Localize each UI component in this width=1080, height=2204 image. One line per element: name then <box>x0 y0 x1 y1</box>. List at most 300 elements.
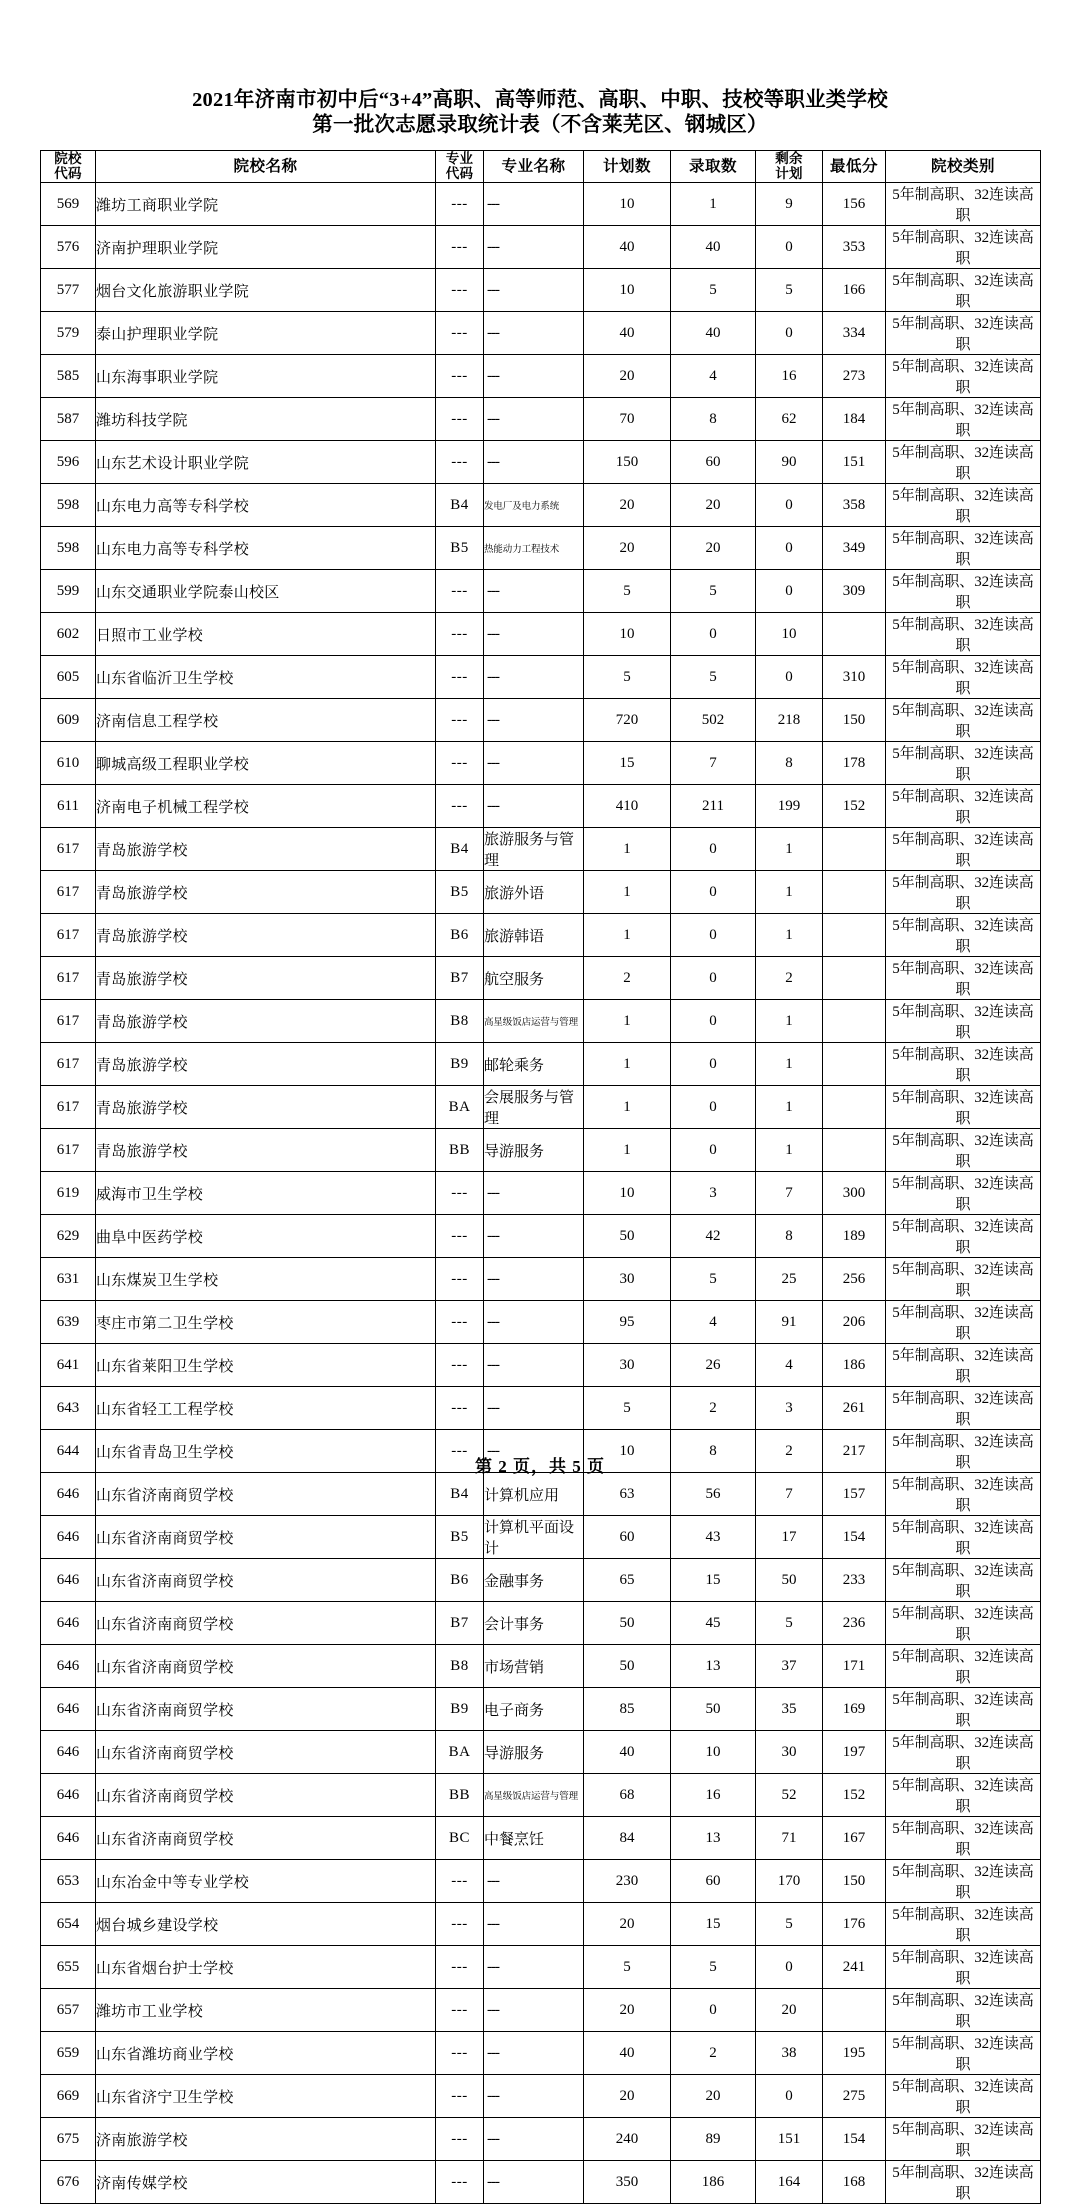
cell-plan-count: 20 <box>584 355 671 398</box>
cell-major-name: 发电厂及电力系统 <box>484 484 584 527</box>
cell-school-name: 山东省济南商贸学校 <box>96 1602 436 1645</box>
cell-major-name: 电子商务 <box>484 1688 584 1731</box>
cell-remaining-plan: 38 <box>756 2032 823 2075</box>
cell-school-code: 605 <box>41 656 96 699</box>
cell-admitted-count: 8 <box>671 1430 756 1473</box>
cell-school-name: 济南信息工程学校 <box>96 699 436 742</box>
cell-major-name: --- <box>484 1860 584 1903</box>
cell-min-score: 186 <box>823 1344 886 1387</box>
cell-major-name: --- <box>484 355 584 398</box>
cell-plan-count: 30 <box>584 1344 671 1387</box>
cell-school-type: 5年制高职、32连读高职 <box>886 1344 1041 1387</box>
cell-admitted-count: 43 <box>671 1516 756 1559</box>
cell-school-type: 5年制高职、32连读高职 <box>886 2161 1041 2204</box>
cell-admitted-count: 13 <box>671 1645 756 1688</box>
cell-major-name: --- <box>484 1903 584 1946</box>
cell-school-type: 5年制高职、32连读高职 <box>886 742 1041 785</box>
cell-remaining-plan: 0 <box>756 656 823 699</box>
cell-school-code: 646 <box>41 1774 96 1817</box>
cell-remaining-plan: 9 <box>756 183 823 226</box>
cell-min-score: 154 <box>823 2118 886 2161</box>
cell-admitted-count: 40 <box>671 226 756 269</box>
cell-remaining-plan: 8 <box>756 742 823 785</box>
page-title-line-2: 第一批次志愿录取统计表（不含莱芜区、钢城区） <box>312 114 768 136</box>
cell-school-type: 5年制高职、32连读高职 <box>886 1774 1041 1817</box>
cell-min-score: 150 <box>823 699 886 742</box>
cell-school-code: 675 <box>41 2118 96 2161</box>
table-row <box>41 226 1041 269</box>
cell-admitted-count: 8 <box>671 398 756 441</box>
cell-min-score: 256 <box>823 1258 886 1301</box>
cell-min-score: 349 <box>823 527 886 570</box>
page-footer: 第 2 页，共 5 页 <box>475 1457 605 1476</box>
table-row <box>41 484 1041 527</box>
cell-plan-count: 5 <box>584 656 671 699</box>
cell-school-type: 5年制高职、32连读高职 <box>886 2032 1041 2075</box>
cell-min-score: 171 <box>823 1645 886 1688</box>
cell-school-code: 654 <box>41 1903 96 1946</box>
cell-min-score <box>823 613 886 656</box>
cell-remaining-plan: 4 <box>756 1344 823 1387</box>
cell-school-type: 5年制高职、32连读高职 <box>886 1989 1041 2032</box>
remaining-label-line2: 计划 <box>775 165 803 181</box>
cell-school-type: 5年制高职、32连读高职 <box>886 785 1041 828</box>
cell-plan-count: 5 <box>584 1387 671 1430</box>
cell-plan-count: 50 <box>584 1215 671 1258</box>
cell-admitted-count: 2 <box>671 2032 756 2075</box>
cell-major-name: 航空服务 <box>484 957 584 1000</box>
cell-school-type: 5年制高职、32连读高职 <box>886 1817 1041 1860</box>
table-row <box>41 1301 1041 1344</box>
column-header-admitted-count: 录取数 <box>671 151 756 183</box>
cell-major-name: --- <box>484 226 584 269</box>
cell-school-code: 596 <box>41 441 96 484</box>
cell-school-type: 5年制高职、32连读高职 <box>886 1946 1041 1989</box>
cell-major-code: --- <box>436 1946 484 1989</box>
cell-min-score: 176 <box>823 1903 886 1946</box>
cell-school-name: 烟台文化旅游职业学院 <box>96 269 436 312</box>
cell-remaining-plan: 0 <box>756 484 823 527</box>
table-row <box>41 2075 1041 2118</box>
cell-plan-count: 20 <box>584 527 671 570</box>
cell-school-code: 617 <box>41 828 96 871</box>
table-row <box>41 1731 1041 1774</box>
cell-major-name: --- <box>484 785 584 828</box>
cell-school-type: 5年制高职、32连读高职 <box>886 441 1041 484</box>
cell-major-code: B9 <box>436 1688 484 1731</box>
cell-min-score <box>823 1129 886 1172</box>
cell-school-code: 646 <box>41 1645 96 1688</box>
cell-major-code: BA <box>436 1731 484 1774</box>
cell-min-score: 334 <box>823 312 886 355</box>
cell-major-code: B4 <box>436 484 484 527</box>
column-header-plan-count: 计划数 <box>584 151 671 183</box>
cell-school-code: 641 <box>41 1344 96 1387</box>
cell-plan-count: 350 <box>584 2161 671 2204</box>
cell-major-code: --- <box>436 656 484 699</box>
table-row <box>41 613 1041 656</box>
cell-school-code: 598 <box>41 527 96 570</box>
cell-remaining-plan: 62 <box>756 398 823 441</box>
cell-school-name: 潍坊工商职业学院 <box>96 183 436 226</box>
cell-admitted-count: 0 <box>671 914 756 957</box>
cell-school-code: 576 <box>41 226 96 269</box>
cell-major-name: --- <box>484 1430 584 1473</box>
table-row <box>41 1817 1041 1860</box>
cell-major-name: --- <box>484 699 584 742</box>
table-row <box>41 441 1041 484</box>
cell-major-name: 金融事务 <box>484 1559 584 1602</box>
cell-major-code: --- <box>436 742 484 785</box>
cell-school-type: 5年制高职、32连读高职 <box>886 484 1041 527</box>
cell-school-type: 5年制高职、32连读高职 <box>886 398 1041 441</box>
cell-major-code: B9 <box>436 1043 484 1086</box>
column-header-major-name: 专业名称 <box>484 151 584 183</box>
cell-admitted-count: 5 <box>671 269 756 312</box>
cell-school-code: 598 <box>41 484 96 527</box>
table-row <box>41 957 1041 1000</box>
cell-admitted-count: 0 <box>671 613 756 656</box>
cell-school-type: 5年制高职、32连读高职 <box>886 312 1041 355</box>
cell-major-name: --- <box>484 2118 584 2161</box>
cell-major-name: 市场营销 <box>484 1645 584 1688</box>
cell-school-code: 646 <box>41 1473 96 1516</box>
cell-school-type: 5年制高职、32连读高职 <box>886 1043 1041 1086</box>
table-row <box>41 1559 1041 1602</box>
cell-school-type: 5年制高职、32连读高职 <box>886 2118 1041 2161</box>
cell-major-name: --- <box>484 2161 584 2204</box>
cell-admitted-count: 211 <box>671 785 756 828</box>
cell-major-name: 计算机应用 <box>484 1473 584 1516</box>
cell-major-name: --- <box>484 1946 584 1989</box>
cell-school-type: 5年制高职、32连读高职 <box>886 1688 1041 1731</box>
cell-major-name: 计算机平面设计 <box>484 1516 584 1559</box>
cell-plan-count: 65 <box>584 1559 671 1602</box>
cell-major-name: 邮轮乘务 <box>484 1043 584 1086</box>
table-body <box>41 183 1041 2204</box>
cell-major-name: 中餐烹饪 <box>484 1817 584 1860</box>
cell-admitted-count: 60 <box>671 441 756 484</box>
cell-admitted-count: 0 <box>671 828 756 871</box>
cell-school-code: 579 <box>41 312 96 355</box>
cell-school-code: 617 <box>41 1086 96 1129</box>
cell-remaining-plan: 50 <box>756 1559 823 1602</box>
cell-plan-count: 20 <box>584 1903 671 1946</box>
cell-school-type: 5年制高职、32连读高职 <box>886 355 1041 398</box>
column-header-min-score: 最低分 <box>823 151 886 183</box>
cell-admitted-count: 26 <box>671 1344 756 1387</box>
cell-school-name: 潍坊科技学院 <box>96 398 436 441</box>
cell-admitted-count: 5 <box>671 1946 756 1989</box>
cell-school-code: 617 <box>41 1043 96 1086</box>
cell-plan-count: 240 <box>584 2118 671 2161</box>
cell-plan-count: 40 <box>584 312 671 355</box>
cell-school-code: 669 <box>41 2075 96 2118</box>
table-row <box>41 183 1041 226</box>
cell-major-code: --- <box>436 1903 484 1946</box>
cell-major-name: --- <box>484 1258 584 1301</box>
cell-school-code: 646 <box>41 1602 96 1645</box>
cell-school-type: 5年制高职、32连读高职 <box>886 871 1041 914</box>
cell-major-name: --- <box>484 2075 584 2118</box>
cell-major-code: --- <box>436 2161 484 2204</box>
table-row <box>41 1946 1041 1989</box>
cell-major-code: BB <box>436 1129 484 1172</box>
cell-major-code: B4 <box>436 828 484 871</box>
cell-school-code: 585 <box>41 355 96 398</box>
cell-school-name: 山东艺术设计职业学院 <box>96 441 436 484</box>
cell-plan-count: 10 <box>584 1172 671 1215</box>
cell-major-code: --- <box>436 183 484 226</box>
cell-school-code: 629 <box>41 1215 96 1258</box>
cell-school-code: 577 <box>41 269 96 312</box>
cell-major-name: --- <box>484 1215 584 1258</box>
cell-major-name: 旅游韩语 <box>484 914 584 957</box>
cell-remaining-plan: 0 <box>756 1946 823 1989</box>
cell-admitted-count: 16 <box>671 1774 756 1817</box>
cell-min-score <box>823 1086 886 1129</box>
cell-school-type: 5年制高职、32连读高职 <box>886 1645 1041 1688</box>
cell-plan-count: 230 <box>584 1860 671 1903</box>
table-row <box>41 656 1041 699</box>
cell-min-score <box>823 871 886 914</box>
table-row <box>41 1215 1041 1258</box>
column-header-remaining-plan <box>756 151 823 183</box>
cell-major-code: --- <box>436 1989 484 2032</box>
cell-remaining-plan: 37 <box>756 1645 823 1688</box>
cell-school-name: 山东海事职业学院 <box>96 355 436 398</box>
cell-min-score: 157 <box>823 1473 886 1516</box>
cell-school-name: 日照市工业学校 <box>96 613 436 656</box>
cell-remaining-plan: 2 <box>756 957 823 1000</box>
cell-plan-count: 63 <box>584 1473 671 1516</box>
cell-major-code: --- <box>436 269 484 312</box>
document-title-block <box>40 0 1040 138</box>
cell-major-name: --- <box>484 656 584 699</box>
cell-remaining-plan: 199 <box>756 785 823 828</box>
cell-school-code: 657 <box>41 1989 96 2032</box>
cell-major-code: BA <box>436 1086 484 1129</box>
cell-major-name: 旅游服务与管理 <box>484 828 584 871</box>
cell-school-code: 611 <box>41 785 96 828</box>
cell-remaining-plan: 0 <box>756 226 823 269</box>
cell-school-name: 山东省济南商贸学校 <box>96 1731 436 1774</box>
cell-remaining-plan: 0 <box>756 2075 823 2118</box>
cell-major-code: --- <box>436 355 484 398</box>
cell-admitted-count: 0 <box>671 957 756 1000</box>
cell-school-name: 山东省潍坊商业学校 <box>96 2032 436 2075</box>
cell-plan-count: 1 <box>584 871 671 914</box>
cell-admitted-count: 4 <box>671 355 756 398</box>
cell-admitted-count: 45 <box>671 1602 756 1645</box>
table-row <box>41 871 1041 914</box>
cell-plan-count: 150 <box>584 441 671 484</box>
cell-school-type: 5年制高职、32连读高职 <box>886 1731 1041 1774</box>
cell-admitted-count: 5 <box>671 1258 756 1301</box>
cell-major-name: --- <box>484 570 584 613</box>
cell-major-code: --- <box>436 226 484 269</box>
cell-major-code: B5 <box>436 871 484 914</box>
cell-school-code: 602 <box>41 613 96 656</box>
column-header-school-name: 院校名称 <box>96 151 436 183</box>
cell-min-score: 241 <box>823 1946 886 1989</box>
cell-min-score: 217 <box>823 1430 886 1473</box>
cell-major-code: --- <box>436 1258 484 1301</box>
cell-remaining-plan: 16 <box>756 355 823 398</box>
cell-plan-count: 30 <box>584 1258 671 1301</box>
cell-admitted-count: 15 <box>671 1559 756 1602</box>
cell-school-code: 617 <box>41 914 96 957</box>
table-row <box>41 1860 1041 1903</box>
cell-school-name: 济南电子机械工程学校 <box>96 785 436 828</box>
cell-remaining-plan: 8 <box>756 1215 823 1258</box>
cell-school-type: 5年制高职、32连读高职 <box>886 1860 1041 1903</box>
cell-school-code: 609 <box>41 699 96 742</box>
cell-min-score <box>823 957 886 1000</box>
table-row <box>41 699 1041 742</box>
cell-admitted-count: 13 <box>671 1817 756 1860</box>
cell-admitted-count: 1 <box>671 183 756 226</box>
cell-plan-count: 720 <box>584 699 671 742</box>
cell-plan-count: 40 <box>584 1731 671 1774</box>
cell-school-type: 5年制高职、32连读高职 <box>886 1258 1041 1301</box>
cell-school-code: 653 <box>41 1860 96 1903</box>
cell-school-name: 青岛旅游学校 <box>96 1000 436 1043</box>
table-row <box>41 914 1041 957</box>
admission-table-wrapper <box>40 150 1040 2204</box>
cell-plan-count: 50 <box>584 1602 671 1645</box>
cell-remaining-plan: 0 <box>756 527 823 570</box>
table-row <box>41 1258 1041 1301</box>
table-row <box>41 1516 1041 1559</box>
cell-school-type: 5年制高职、32连读高职 <box>886 1172 1041 1215</box>
cell-school-type: 5年制高职、32连读高职 <box>886 527 1041 570</box>
cell-school-name: 山东省济南商贸学校 <box>96 1688 436 1731</box>
cell-remaining-plan: 52 <box>756 1774 823 1817</box>
cell-school-name: 青岛旅游学校 <box>96 1043 436 1086</box>
cell-major-code: --- <box>436 2075 484 2118</box>
cell-plan-count: 1 <box>584 1043 671 1086</box>
cell-remaining-plan: 90 <box>756 441 823 484</box>
cell-major-name: --- <box>484 1387 584 1430</box>
cell-min-score <box>823 1043 886 1086</box>
cell-plan-count: 5 <box>584 570 671 613</box>
cell-major-code: --- <box>436 2032 484 2075</box>
cell-school-name: 山东省济南商贸学校 <box>96 1559 436 1602</box>
cell-school-type: 5年制高职、32连读高职 <box>886 1000 1041 1043</box>
cell-remaining-plan: 91 <box>756 1301 823 1344</box>
cell-major-name: 会展服务与管理 <box>484 1086 584 1129</box>
cell-school-code: 599 <box>41 570 96 613</box>
table-row <box>41 1645 1041 1688</box>
cell-admitted-count: 20 <box>671 484 756 527</box>
cell-admitted-count: 56 <box>671 1473 756 1516</box>
cell-major-code: --- <box>436 1172 484 1215</box>
cell-major-name: --- <box>484 312 584 355</box>
cell-school-type: 5年制高职、32连读高职 <box>886 183 1041 226</box>
cell-school-name: 山东电力高等专科学校 <box>96 484 436 527</box>
cell-school-name: 泰山护理职业学院 <box>96 312 436 355</box>
cell-school-type: 5年制高职、32连读高职 <box>886 1301 1041 1344</box>
cell-school-type: 5年制高职、32连读高职 <box>886 570 1041 613</box>
table-header-row <box>41 151 1041 183</box>
cell-remaining-plan: 1 <box>756 914 823 957</box>
cell-major-name: 导游服务 <box>484 1731 584 1774</box>
cell-plan-count: 1 <box>584 1000 671 1043</box>
cell-min-score: 206 <box>823 1301 886 1344</box>
cell-school-name: 山东省济南商贸学校 <box>96 1817 436 1860</box>
cell-school-type: 5年制高职、32连读高职 <box>886 1387 1041 1430</box>
cell-min-score: 150 <box>823 1860 886 1903</box>
cell-admitted-count: 186 <box>671 2161 756 2204</box>
cell-admitted-count: 20 <box>671 527 756 570</box>
cell-plan-count: 40 <box>584 2032 671 2075</box>
cell-min-score: 152 <box>823 1774 886 1817</box>
cell-school-code: 646 <box>41 1516 96 1559</box>
cell-school-code: 646 <box>41 1731 96 1774</box>
cell-major-code: BB <box>436 1774 484 1817</box>
cell-min-score: 154 <box>823 1516 886 1559</box>
cell-school-code: 617 <box>41 871 96 914</box>
cell-min-score: 353 <box>823 226 886 269</box>
cell-school-name: 济南传媒学校 <box>96 2161 436 2204</box>
cell-plan-count: 60 <box>584 1516 671 1559</box>
cell-plan-count: 1 <box>584 828 671 871</box>
cell-remaining-plan: 3 <box>756 1387 823 1430</box>
cell-school-name: 枣庄市第二卫生学校 <box>96 1301 436 1344</box>
table-row <box>41 785 1041 828</box>
cell-remaining-plan: 35 <box>756 1688 823 1731</box>
cell-school-type: 5年制高职、32连读高职 <box>886 1129 1041 1172</box>
table-row <box>41 398 1041 441</box>
table-row <box>41 1989 1041 2032</box>
table-row <box>41 355 1041 398</box>
cell-school-code: 644 <box>41 1430 96 1473</box>
major-code-label-line1: 专业 <box>445 151 474 166</box>
cell-school-code: 617 <box>41 957 96 1000</box>
table-row <box>41 1172 1041 1215</box>
page-title-line-1: 2021年济南市初中后“3+4”高职、高等师范、高职、中职、技校等职业类学校 <box>192 89 888 111</box>
cell-plan-count: 5 <box>584 1946 671 1989</box>
cell-major-code: --- <box>436 1301 484 1344</box>
cell-school-name: 威海市卫生学校 <box>96 1172 436 1215</box>
cell-min-score: 168 <box>823 2161 886 2204</box>
table-row <box>41 312 1041 355</box>
cell-major-code: --- <box>436 699 484 742</box>
cell-min-score: 178 <box>823 742 886 785</box>
cell-school-type: 5年制高职、32连读高职 <box>886 656 1041 699</box>
column-header-school-type: 院校类别 <box>886 151 1041 183</box>
cell-remaining-plan: 0 <box>756 312 823 355</box>
cell-major-code: --- <box>436 1387 484 1430</box>
cell-school-code: 619 <box>41 1172 96 1215</box>
cell-remaining-plan: 1 <box>756 828 823 871</box>
cell-plan-count: 1 <box>584 1086 671 1129</box>
cell-min-score: 156 <box>823 183 886 226</box>
column-header-school-code <box>41 151 96 183</box>
cell-major-code: --- <box>436 1860 484 1903</box>
cell-school-name: 青岛旅游学校 <box>96 828 436 871</box>
cell-plan-count: 50 <box>584 1645 671 1688</box>
cell-plan-count: 40 <box>584 226 671 269</box>
cell-major-code: --- <box>436 312 484 355</box>
cell-major-name: --- <box>484 1301 584 1344</box>
cell-min-score <box>823 1989 886 2032</box>
cell-plan-count: 410 <box>584 785 671 828</box>
cell-school-type: 5年制高职、32连读高职 <box>886 699 1041 742</box>
cell-school-type: 5年制高职、32连读高职 <box>886 1430 1041 1473</box>
cell-plan-count: 70 <box>584 398 671 441</box>
